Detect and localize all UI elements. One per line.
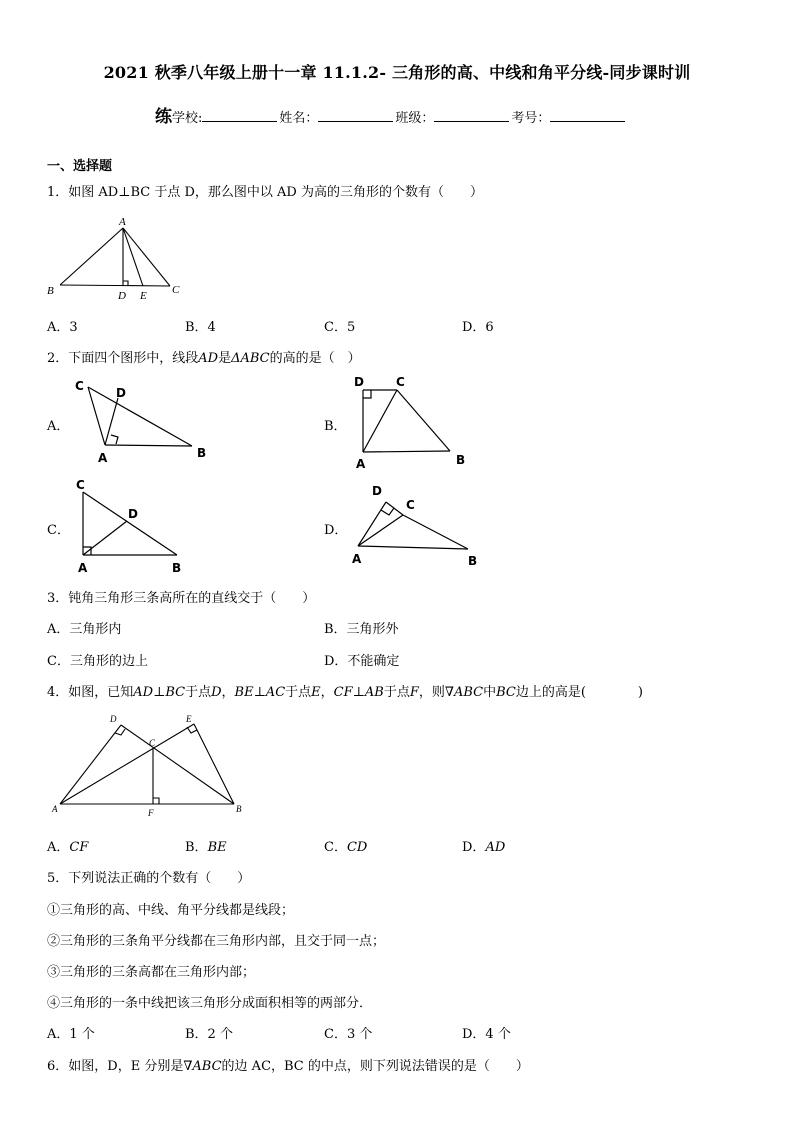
- q2b-label-b: B: [456, 453, 466, 467]
- q5-option-d[interactable]: D．4 个: [462, 1027, 511, 1042]
- q3-stem: 3．钝角三角形三条高所在的直线交于（ ）: [47, 591, 316, 606]
- q2-option-c[interactable]: C．: [47, 523, 70, 538]
- q5-statement-4: ④三角形的一条中线把该三角形分成面积相等的两部分．: [47, 996, 373, 1011]
- q1-option-a[interactable]: A．3: [47, 320, 78, 335]
- q2a-label-d: D: [116, 386, 126, 400]
- q2-figure-d: [348, 478, 483, 570]
- q2b-label-c: C: [396, 375, 405, 389]
- q5-statement-2: ②三角形的三条角平分线都在三角形内部，且交于同一点；: [47, 934, 386, 949]
- q4-figure: [46, 708, 256, 820]
- name-blank[interactable]: [318, 109, 393, 122]
- q1-label-d: D: [118, 290, 126, 302]
- q4-label-d: D: [110, 714, 117, 724]
- q2c-label-b: B: [172, 561, 182, 575]
- q3-option-b[interactable]: B．三角形外: [324, 622, 399, 637]
- q1-label-e: E: [140, 290, 147, 302]
- q3-option-c[interactable]: C．三角形的边上: [47, 654, 148, 669]
- q1-option-b[interactable]: B．4: [185, 320, 216, 335]
- q5-option-c[interactable]: C．3 个: [324, 1027, 373, 1042]
- q4-label-b: B: [236, 804, 242, 814]
- q2-option-b[interactable]: B．: [324, 419, 347, 434]
- q2c-label-a: A: [78, 561, 88, 575]
- q2-figure-b: [350, 372, 475, 470]
- q5-stem: 5．下列说法正确的个数有（ ）: [47, 871, 251, 886]
- q2d-label-a: A: [352, 552, 362, 566]
- q2-stem: 2．下面四个图形中，线段AD是ΔABC的高的是（ ）: [47, 351, 361, 366]
- q2-var-abc: ΔABC: [231, 351, 270, 366]
- q5-option-b[interactable]: B．2 个: [185, 1027, 233, 1042]
- class-label: 班级：: [395, 111, 435, 126]
- q1-figure: [46, 213, 196, 305]
- q5-statement-1: ①三角形的高、中线、角平分线都是线段；: [47, 903, 295, 918]
- q2d-label-b: B: [468, 554, 478, 568]
- header-first-char: 练: [155, 107, 172, 127]
- school-label: 学校:: [172, 111, 203, 126]
- exam-no-blank[interactable]: [550, 109, 625, 122]
- q4-option-a[interactable]: A．CF: [47, 840, 89, 855]
- q2c-label-c: C: [76, 478, 85, 492]
- school-blank[interactable]: [202, 109, 277, 122]
- q4-option-b[interactable]: B．BE: [185, 840, 227, 855]
- q2a-label-b: B: [197, 446, 207, 460]
- q1-label-b: B: [47, 285, 54, 297]
- name-label: 姓名：: [279, 111, 319, 126]
- section-title: 一、选择题: [47, 159, 113, 174]
- q3-option-a[interactable]: A．三角形内: [47, 622, 122, 637]
- q4-option-c[interactable]: C．CD: [324, 840, 368, 855]
- q5-statement-3: ③三角形的三条高都在三角形内部；: [47, 965, 256, 980]
- q1-option-d[interactable]: D．6: [462, 320, 494, 335]
- q2a-label-a: A: [98, 451, 108, 465]
- q2b-label-a: A: [356, 457, 366, 470]
- q2c-label-d: D: [128, 507, 138, 521]
- q3-option-d[interactable]: D．不能确定: [324, 654, 400, 669]
- q2d-label-d: D: [372, 484, 382, 498]
- q1-label-c: C: [172, 284, 180, 296]
- q2d-label-c: C: [406, 498, 415, 512]
- q4-label-e: E: [186, 714, 192, 724]
- q2b-label-d: D: [354, 375, 364, 389]
- q4-label-c: C: [149, 738, 156, 748]
- q1-label-a: A: [119, 216, 126, 228]
- q4-option-d[interactable]: D．AD: [462, 840, 506, 855]
- q4-label-a: A: [52, 804, 58, 814]
- q2-var-ad: AD: [198, 351, 219, 366]
- q2-figure-a: [72, 375, 217, 465]
- student-info-line: [155, 102, 627, 127]
- q1-option-c[interactable]: C．5: [324, 320, 356, 335]
- q2a-label-c: C: [75, 379, 84, 393]
- page-title: 2021 秋季八年级上册十一章 11.1.2- 三角形的高、中线和角平分线-同步课时训: [103, 63, 691, 82]
- q4-stem: 4．如图，已知AD⊥BC于点D，BE⊥AC于点E，CF⊥AB于点F，则∇ABC中BC边上的高是( ): [47, 685, 644, 700]
- class-blank[interactable]: [434, 109, 509, 122]
- q5-option-a[interactable]: A．1 个: [47, 1027, 95, 1042]
- exam-no-label: 考号：: [511, 111, 551, 126]
- q2-option-d[interactable]: D．: [324, 523, 348, 538]
- q4-label-f: F: [148, 808, 154, 818]
- q2-figure-c: [72, 476, 197, 576]
- q2-option-a[interactable]: A．: [47, 419, 70, 434]
- q1-stem: 1．如图 AD⊥BC 于点 D，那么图中以 AD 为高的三角形的个数有（ ）: [47, 185, 483, 200]
- q6-stem: 6．如图，D，E 分别是∇ABC的边 AC，BC 的中点，则下列说法错误的是（ ）: [47, 1059, 529, 1074]
